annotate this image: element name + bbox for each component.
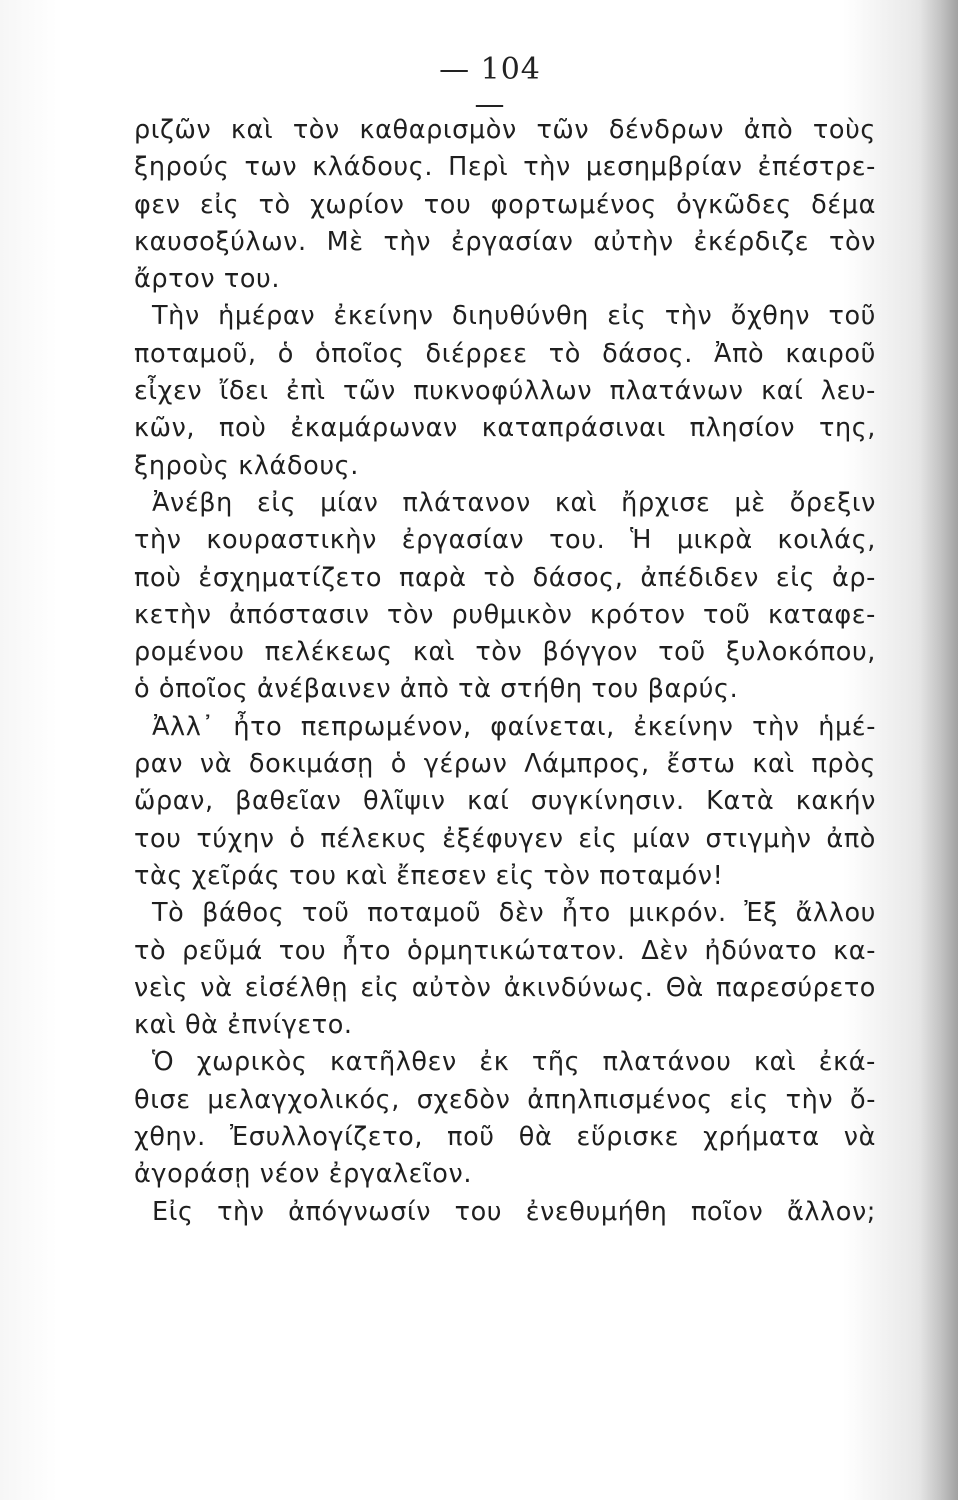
text-line: καὶ θὰ ἐπνίγετο. bbox=[134, 1010, 353, 1041]
text-line: ριζῶν καὶ τὸν καθαρισμὸν τῶν δένδρων ἀπὸ τοὺς bbox=[134, 115, 876, 145]
text-line: του τύχην ὁ πέλεκυς ἐξέφυγεν εἰς μίαν στιγμὴν ἀπὸ bbox=[134, 823, 876, 854]
text-line: τὴν κουραστικὴν ἐργασίαν του. Ἡ μικρὰ κοιλάς, bbox=[134, 525, 876, 556]
text-line: εἶχεν ἴδει ἐπὶ τῶν πυκνοφύλλων πλατάνων καί λευ- bbox=[134, 376, 876, 407]
text-line: νεὶς νὰ εἰσέλθῃ εἰς αὐτὸν ἀκινδύνως. Θὰ παρεσύρετο bbox=[134, 972, 876, 1003]
page-number: — 104 — bbox=[439, 52, 541, 122]
text-line: τὸ ρεῦμά του ἦτο ὁρμητικώτατον. Δὲν ἠδύνατο κα- bbox=[134, 935, 876, 966]
text-line: ξηροὺς κλάδους. bbox=[134, 450, 359, 481]
text-line: Τὸ βάθος τοῦ ποταμοῦ δὲν ἦτο μικρόν. Ἐξ ἄλλου bbox=[152, 898, 876, 929]
text-line: Ἀνέβη εἰς μίαν πλάτανον καὶ ἤρχισε μὲ ὄρεξιν bbox=[152, 487, 876, 518]
text-line: ἀγοράσῃ νέον ἐργαλεῖον. bbox=[134, 1159, 473, 1190]
text-line: ραν νὰ δοκιμάσῃ ὁ γέρων Λάμπρος, ἔστω καὶ πρὸς bbox=[134, 749, 876, 780]
text-line: ὁ ὁποῖος ἀνέβαινεν ἀπὸ τὰ στήθη του βαρύς. bbox=[134, 674, 739, 705]
text-line: θισε μελαγχολικός, σχεδὸν ἀπηλπισμένος εἰς τὴν ὄ- bbox=[134, 1084, 876, 1115]
text-line: κῶν, ποὺ ἐκαμάρωναν καταπράσιναι πλησίον της, bbox=[134, 413, 876, 444]
text-line: κετὴν ἀπόστασιν τὸν ρυθμικὸν κρότον τοῦ καταφε- bbox=[134, 599, 876, 630]
text-line: Τὴν ἡμέραν ἐκείνην διηυθύνθη εἰς τὴν ὄχθην τοῦ bbox=[152, 301, 876, 332]
text-line: καυσοξύλων. Μὲ τὴν ἐργασίαν αὐτὴν ἐκέρδιζε τὸν bbox=[134, 226, 876, 257]
text-line: τὰς χεῖράς του καὶ ἔπεσεν εἰς τὸν ποταμόν! bbox=[134, 860, 724, 891]
text-line: Εἰς τὴν ἀπόγνωσίν του ἐνεθυμήθη ποῖον ἄλλον; bbox=[152, 1196, 876, 1227]
text-line: ὥραν, βαθεῖαν θλῖψιν καί συγκίνησιν. Κατὰ κακήν bbox=[134, 786, 876, 817]
text-line: ρομένου πελέκεως καὶ τὸν βόγγον τοῦ ξυλοκόπου, bbox=[134, 637, 876, 668]
text-line: ποὺ ἐσχηματίζετο παρὰ τὸ δάσος, ἀπέδιδεν εἰς ἀρ- bbox=[134, 562, 876, 593]
text-line: ξηρούς των κλάδους. Περὶ τὴν μεσημβρίαν ἐπέστρε- bbox=[134, 152, 876, 183]
text-line: ποταμοῦ, ὁ ὁποῖος διέρρεε τὸ δάσος. Ἀπὸ καιροῦ bbox=[134, 338, 876, 369]
page-edge-shadow bbox=[920, 0, 958, 1500]
text-line: ἄρτον του. bbox=[134, 264, 281, 295]
text-line: χθην. Ἐσυλλογίζετο, ποῦ θὰ εὕρισκε χρήματα νὰ bbox=[134, 1122, 876, 1153]
text-line: φεν εἰς τὸ χωρίον του φορτωμένος ὀγκῶδες δέμα bbox=[134, 189, 876, 220]
body-text bbox=[134, 112, 876, 1231]
text-line: Ὁ χωρικὸς κατῆλθεν ἐκ τῆς πλατάνου καὶ ἐκά- bbox=[152, 1047, 876, 1078]
text-line: Ἀλλ᾽ ἦτο πεπρωμένον, φαίνεται, ἐκείνην τὴν ἡμέ- bbox=[152, 711, 876, 742]
